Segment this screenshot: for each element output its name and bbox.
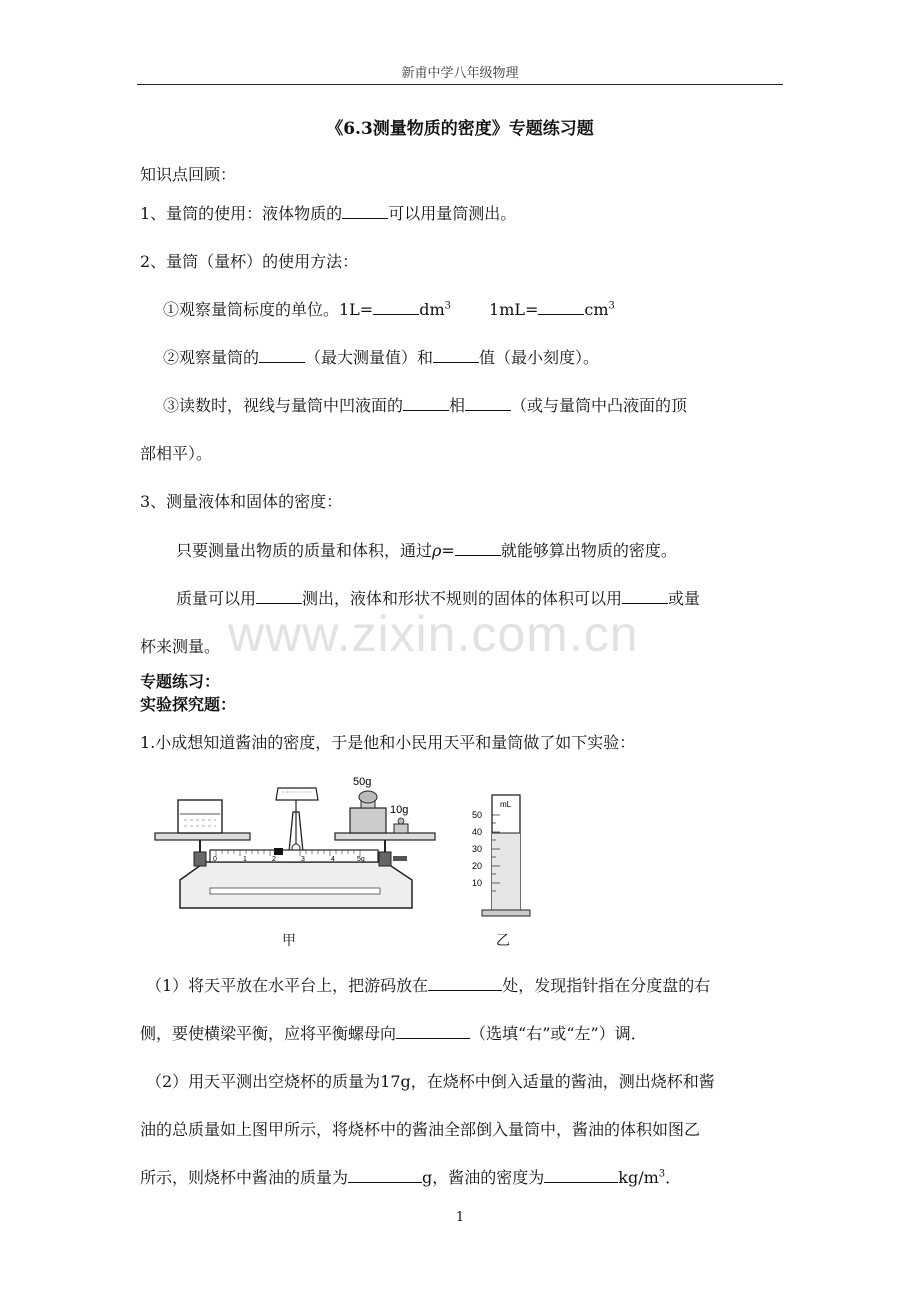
figure-label-b: 乙 [496,932,510,948]
answer-blank [259,348,305,363]
knowledge-item-3b: 质量可以用 测出，液体和形状不规则的固体的体积可以用 或量 [176,589,701,608]
question-1-part-1-line-1: （1）将天平放在水平台上，把游码放在 处，发现指针指在分度盘的右 [146,976,711,995]
weight-50g [350,808,386,833]
answer-blank [538,300,584,315]
rider [274,848,283,855]
weight-50g-label: 50g [353,776,372,788]
practice-heading: 专题练习： [140,672,221,691]
cyl-tick-30: 30 [472,844,483,854]
answer-blank [622,589,668,604]
right-pan [335,833,435,840]
beam-tick-0: 0 [213,856,217,863]
knowledge-item-2c-cont: 部相平）。 [140,444,213,463]
beam-scale [210,850,378,862]
beam-tick-2: 2 [272,856,276,863]
answer-blank [428,976,502,991]
experiment-figure [150,770,540,920]
measuring-cylinder [482,795,530,916]
answer-blank [455,541,501,556]
watermark: www.zixin.com.cn [228,606,639,662]
cyl-tick-20: 20 [472,861,483,871]
knowledge-heading: 知识点回顾： [140,165,237,184]
answer-blank [544,1168,618,1183]
question-1-part-2-line-1: （2）用天平测出空烧杯的质量为17g，在烧杯中倒入适量的酱油，测出烧杯和酱 [146,1072,715,1091]
question-1-part-2-line-3: 所示，则烧杯中酱油的质量为 g，酱油的密度为 $kg/m^3$． [140,1168,682,1187]
rho-formula: ρ= [432,541,455,560]
beaker [178,800,222,833]
question-1-part-1-line-2: 侧，要使横梁平衡，应将平衡螺母向 （选填“右”或“左”）调． [140,1024,647,1043]
page-title: 《6.3测量物质的密度》专题练习题 [326,119,594,139]
weight-10g-label: 10g [390,804,409,816]
cyl-tick-40: 40 [472,827,483,837]
left-balance-nut [194,852,206,866]
weight-10g [394,824,408,833]
knowledge-item-2a: ①观察量筒标度的单位。$1L= dm^3$ $1mL= cm^3$ [163,300,615,319]
practice-subheading: 实验探究题： [140,695,237,714]
knowledge-item-3a: 只要测量出物质的质量和体积，通过ρ= 就能够算出物质的密度。 [176,541,677,560]
figure-label-a: 甲 [282,932,296,948]
beam-tick-5: 5g [357,856,365,863]
cylinder-unit: mL [500,800,512,809]
answer-blank [403,396,449,411]
knowledge-item-2b: ②观察量筒的 （最大测量值）和 值（最小刻度）。 [163,348,600,367]
answer-blank [256,589,302,604]
scale-dial [276,788,318,800]
knowledge-item-1: 1、量筒的使用：液体物质的 可以用量筒测出。 [140,204,517,223]
page-header: 新甫中学八年级物理 [401,66,519,81]
answer-blank [348,1168,422,1183]
question-1-part-2-line-2: 油的总质量如上图甲所示，将烧杯中的酱油全部倒入量筒中，酱油的体积如图乙 [140,1120,701,1139]
question-1-stem: 1.小成想知道酱油的密度，于是他和小民用天平和量筒做了如下实验： [140,733,636,752]
knowledge-item-3b-cont: 杯来测量。 [140,637,221,656]
cyl-tick-50: 50 [472,810,483,820]
knowledge-item-3: 3、测量液体和固体的密度： [140,492,343,511]
answer-blank [465,396,511,411]
cyl-tick-10: 10 [472,878,483,888]
knowledge-item-2c: ③读数时，视线与量筒中凹液面的 相 （或与量筒中凸液面的顶 [163,396,688,415]
answer-blank [373,300,419,315]
header-rule [137,84,783,85]
right-balance-nut [379,852,391,866]
page-number: 1 [455,1210,465,1225]
balance-base [180,862,412,908]
beam-tick-1: 1 [243,856,247,863]
answer-blank [342,204,388,219]
answer-blank [433,348,479,363]
beam-tick-4: 4 [331,856,335,863]
answer-blank [396,1024,470,1039]
knowledge-item-2: 2、量筒（量杯）的使用方法： [140,252,359,271]
beam-tick-3: 3 [301,856,305,863]
left-pan [155,833,250,840]
